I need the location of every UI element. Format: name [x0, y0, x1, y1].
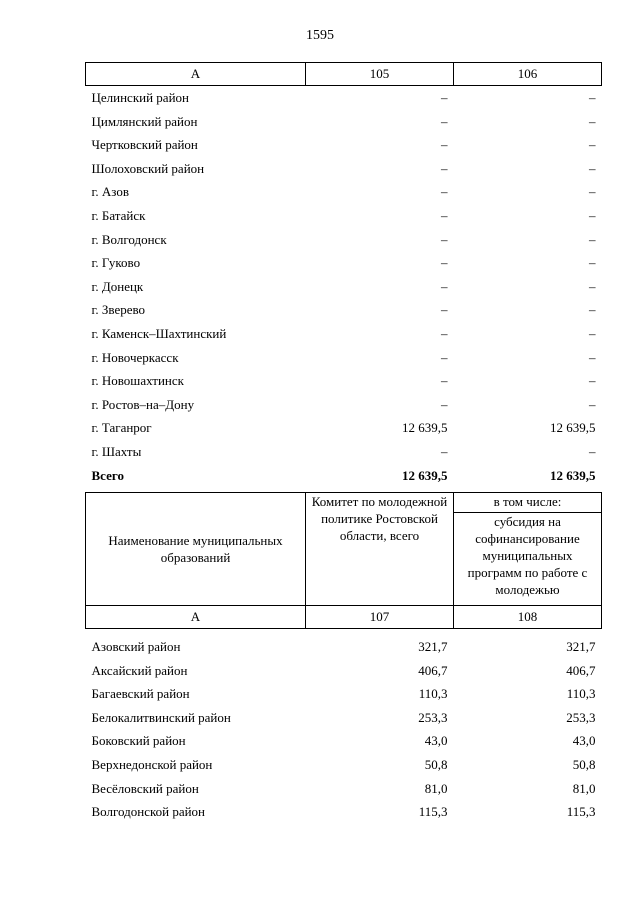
page-number: 1595: [306, 28, 334, 43]
table-head-row: [86, 493, 602, 513]
table-row: [86, 777, 602, 801]
row-value: –: [441, 396, 448, 412]
table-row: [86, 298, 602, 322]
row-value: –: [441, 207, 448, 223]
table-row: [86, 346, 602, 370]
table-row: [86, 322, 602, 346]
table-row: [86, 204, 602, 228]
row-value: –: [589, 302, 596, 318]
row-name: Всего: [91, 467, 124, 483]
row-name: Азовский район: [91, 639, 181, 654]
table-row: [86, 659, 602, 683]
table-row: [86, 133, 602, 157]
table-row: [86, 157, 602, 181]
table-row: [86, 440, 602, 464]
row-name: г. Батайск: [91, 207, 146, 223]
table-row: [86, 682, 602, 706]
row-value: –: [589, 184, 596, 200]
row-value: 115,3: [418, 804, 448, 820]
row-value: –: [441, 302, 448, 318]
row-value: 321,7: [418, 639, 448, 654]
table-code-row: [86, 606, 602, 629]
table-row: [86, 369, 602, 393]
row-name: Аксайский район: [91, 662, 188, 678]
row-name: г. Донецк: [91, 278, 144, 294]
column-header-including: в том числе:: [454, 493, 602, 513]
row-value: 12 639,5: [550, 467, 596, 483]
row-value: 253,3: [566, 709, 596, 725]
row-value: –: [441, 373, 448, 389]
row-value: 50,8: [424, 756, 448, 772]
row-value: –: [589, 349, 596, 365]
row-name: Весёловский район: [91, 780, 199, 796]
row-value: –: [441, 184, 448, 200]
row-name: Шолоховский район: [91, 160, 205, 176]
row-value: –: [441, 325, 448, 341]
row-value: –: [589, 255, 596, 271]
row-value: –: [589, 113, 596, 129]
row-value: 12 639,5: [402, 467, 448, 483]
row-name: Верхнедонской район: [91, 756, 213, 772]
row-value: 253,3: [418, 709, 448, 725]
row-value: –: [441, 443, 448, 459]
row-value: –: [589, 443, 596, 459]
row-name: г. Волгодонск: [91, 231, 167, 247]
row-value: –: [589, 231, 596, 247]
row-value: 115,3: [566, 804, 596, 820]
table-row: [86, 729, 602, 753]
row-value: 50,8: [572, 756, 596, 772]
column-code-105: 105: [306, 63, 454, 86]
row-value: 406,7: [566, 662, 596, 678]
row-name: Багаевский район: [91, 686, 190, 702]
row-value: 12 639,5: [402, 420, 448, 436]
row-value: –: [589, 207, 596, 223]
row-value: –: [441, 278, 448, 294]
row-name: Боковский район: [91, 733, 186, 749]
row-value: –: [441, 231, 448, 247]
row-name: г. Азов: [91, 184, 129, 200]
row-value: –: [441, 137, 448, 153]
column-code-106: 106: [454, 63, 602, 86]
row-name: Целинский район: [91, 90, 189, 105]
row-value: –: [589, 137, 596, 153]
row-value: 81,0: [572, 780, 596, 796]
row-value: 12 639,5: [550, 420, 596, 436]
row-name: г. Каменск–Шахтинский: [91, 325, 227, 341]
row-name: г. Зверево: [91, 302, 146, 318]
table-continued: [85, 62, 602, 487]
row-value: –: [589, 325, 596, 341]
table-row: [86, 86, 602, 110]
row-name: Цимлянский район: [91, 113, 198, 129]
row-value: 110,3: [566, 686, 596, 702]
row-value: –: [589, 90, 596, 105]
row-value: –: [589, 160, 596, 176]
row-name: Волгодонской район: [91, 804, 206, 820]
row-value: –: [441, 160, 448, 176]
table-row: [86, 228, 602, 252]
table-header-row: [86, 63, 602, 86]
column-code-name: А: [86, 606, 306, 629]
row-value: 81,0: [424, 780, 448, 796]
table-row: [86, 706, 602, 730]
column-code-name: А: [86, 63, 306, 86]
row-value: –: [441, 255, 448, 271]
table-row: [86, 753, 602, 777]
table-row: [86, 110, 602, 134]
table-row: [86, 275, 602, 299]
row-name: Белокалитвинский район: [91, 709, 231, 725]
row-value: –: [589, 278, 596, 294]
table-row: [86, 393, 602, 417]
table-row: [86, 416, 602, 440]
column-header-name: Наименование муниципальных образований: [86, 493, 306, 606]
row-value: 110,3: [418, 686, 448, 702]
row-value: 321,7: [566, 639, 596, 654]
table-youth-committee: [85, 492, 602, 824]
table-row: [86, 251, 602, 275]
row-value: –: [589, 396, 596, 412]
row-value: –: [441, 349, 448, 365]
column-header-subsidy: субсидия на софинансирование муниципальных программ по работе с молодежью: [454, 513, 602, 606]
row-value: 43,0: [572, 733, 596, 749]
row-value: –: [441, 113, 448, 129]
row-name: г. Ростов–на–Дону: [91, 396, 195, 412]
row-name: г. Новошахтинск: [91, 373, 184, 389]
column-code-108: 108: [454, 606, 602, 629]
row-name: г. Новочеркасск: [91, 349, 179, 365]
table-row: [86, 180, 602, 204]
row-value: –: [589, 373, 596, 389]
row-name: г. Таганрог: [91, 420, 152, 436]
column-code-107: 107: [306, 606, 454, 629]
row-name: Чертковский район: [91, 137, 198, 153]
row-name: г. Гуково: [91, 255, 141, 271]
table-row: [86, 800, 602, 824]
row-value: 406,7: [418, 662, 448, 678]
column-header-committee: Комитет по молодежной политике Ростовской области, всего: [306, 493, 454, 606]
row-name: г. Шахты: [91, 443, 142, 459]
row-value: 43,0: [424, 733, 448, 749]
table-total-row: [86, 464, 602, 488]
table-row: [86, 635, 602, 659]
row-value: –: [441, 90, 448, 105]
